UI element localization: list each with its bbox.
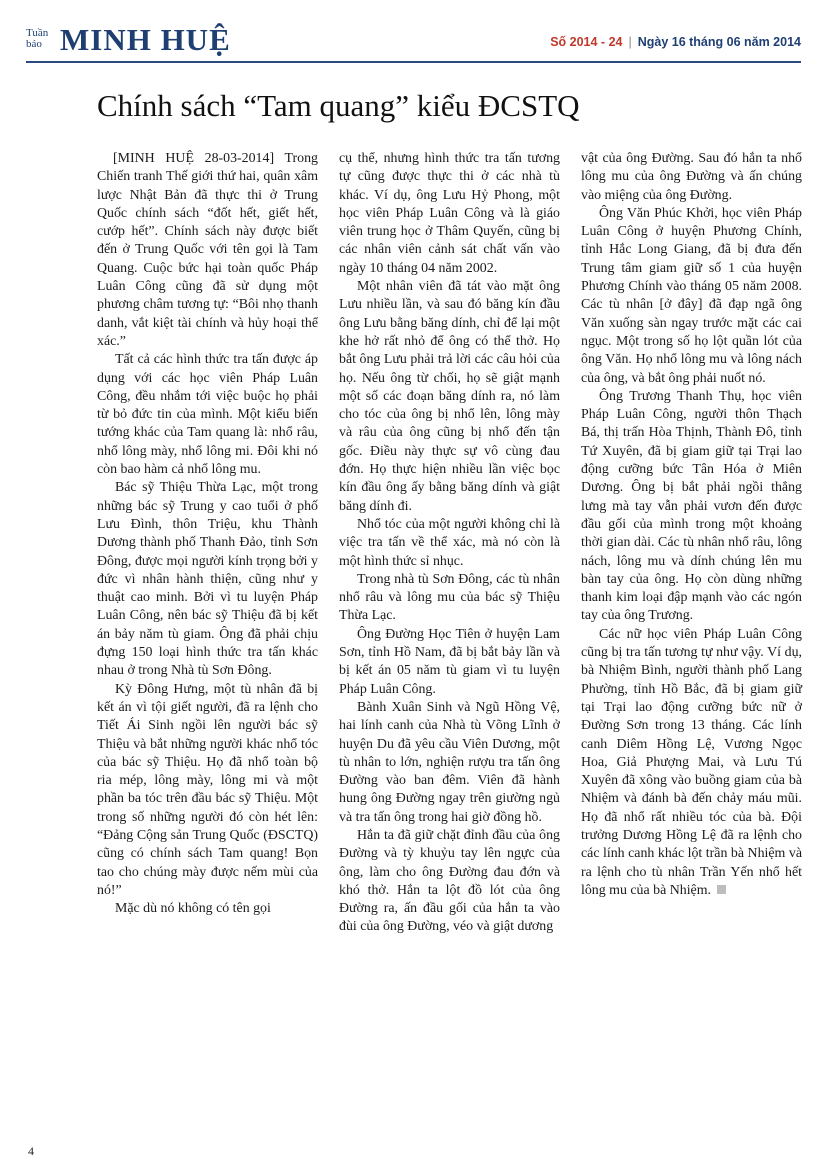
masthead — [26, 18, 801, 62]
column-2 — [339, 150, 560, 937]
issue-info — [550, 35, 801, 49]
paragraph: Bành Xuân Sinh và Ngũ Hồng Vệ, hai lính canh của Nhà tù Võng Lĩnh ở huyện Du đã yêu cầu Viên Dương, một tù nhân to lớn, nghiện rượu tra tấn ông Đường vào ban đêm. Viên đã hành hung ông Đường ngay trên giường ngủ và tra tấn ông trong hai giờ đồng hồ. — [339, 699, 560, 825]
paragraph: Trong nhà tù Sơn Đông, các tù nhân nhổ râu và lông mu của bác sỹ Thiệu Thừa Lạc. — [339, 571, 560, 624]
end-mark-icon — [717, 885, 726, 894]
paragraph: Mặc dù nó không có tên gọi — [115, 901, 271, 917]
paragraph: Tất cả các hình thức tra tấn được áp dụng với các học viên Pháp Luân Công, đều nhắm tới việc buộc họ phải từ bỏ đức tin của mình. Một kiểu biến tướng khác của Tam quang là: nhổ râu, nhổ lông mày, nhổ lông mi. Đôi khi nó còn bao hàm cả nhổ lông mu. — [97, 352, 318, 478]
paragraph: Hắn ta đã giữ chặt đỉnh đầu của ông Đường và tỳ khuỷu tay lên ngực của ông, làm cho ông Đường đau đớn và khó thở. Hắn ta lột đồ lót của ông Đường ra, ấn đầu gối của hắn ta vào đùi của ông Đường, véo và giật dương — [339, 827, 560, 935]
issue-number: Số 2014 - 24 — [550, 35, 623, 49]
column-1 — [97, 150, 318, 918]
brand-sub-top: Tuần — [26, 27, 49, 39]
paragraph: [MINH HUỆ 28-03-2014] Trong Chiến tranh Thế giới thứ hai, quân xâm lược Nhật Bản đã thực thi ở Trung Quốc chính sách “đốt hết, giết hết, cướp hết”. Chính sách này được biết đến ở Trung Quốc với tên gọi là Tam Quang. Cuộc bức hại toàn quốc Pháp Luân Công cũng đã sử dụng một phương châm tương tự: “Bôi nhọ thanh danh, vắt kiệt tài chính và hủy hoại thể xác.” — [97, 151, 318, 349]
paragraph-text: Các nữ học viên Pháp Luân Công cũng bị tra tấn tương tự như vậy. Ví dụ, bà Nhiệm Bình, người thành phố Lang Phường, tỉnh Hồ Bắc, đã bị giam giữ tại Trại lao động cưỡng bức nữ ở Đường Sơn trong 13 tháng. Các lính canh Diêm Hồng Lệ, Vương Ngọc Hoa, Giả Phượng Mai, và Lưu Tú Xuyên đã xông vào buồng giam của bà Nhiệm và đánh bà đến chảy máu mũi. Họ đã nhổ rất nhiều tóc của bà. Đội trưởng Dương Hồng Lệ đã ra lệnh cho các lính canh khác lột trần bà Nhiệm và ra lệnh cho tù nhân Trần Yến nhổ hết lông mu của bà Nhiệm. — [581, 626, 802, 898]
page-number: 4 — [28, 1144, 34, 1158]
brand-subtitle — [26, 28, 48, 50]
header-rule — [26, 61, 801, 63]
article-title: Chính sách “Tam quang” kiểu ĐCSTQ — [97, 88, 580, 123]
paragraph: Bác sỹ Thiệu Thừa Lạc, một trong những bác sỹ Trung y cao tuổi ở phố Lưu Đình, thôn Triệu, khu Thành Dương thành phố Thanh Đảo, tỉnh Sơn Đông, được mọi người kính trọng bởi y đức vì nhân hành thiện, cũng như y thuật cao minh. Bởi vì tu luyện Pháp Luân Công, nên bác sỹ Thiệu đã bị kết án bảy năm tù giam. Ông đã phải chịu đựng 150 loại hình thức tra tấn khác nhau ở trong Nhà tù Sơn Đông. — [97, 480, 318, 679]
brand-sub-bottom: báo — [26, 38, 42, 50]
paragraph: Ông Văn Phúc Khởi, học viên Pháp Luân Công ở huyện Phương Chính, tỉnh Hắc Long Giang, đã bị đưa đến Trung tâm giam giữ số 1 của huyện Phương Chính vào tháng 05 năm 2008. Các tù nhân [ở đây] đã đạp ngã ông Văn xuống sàn ngay trước mặt các cai ngục. Một trong số họ lột quần lót của ông Văn. Họ nhổ lông mu và lông nách của ông, và bắt ông phải nuốt nó. — [581, 205, 802, 386]
issue-date: Ngày 16 tháng 06 năm 2014 — [637, 35, 801, 49]
brand-name: MINH HUỆ — [60, 22, 231, 57]
issue-separator: | — [628, 35, 632, 49]
paragraph — [581, 626, 802, 900]
paragraph: Nhổ tóc của một người không chỉ là việc tra tấn về thể xác, mà nó còn là một hình thức sỉ nhục. — [339, 516, 560, 569]
paragraph: Ông Đường Học Tiên ở huyện Lam Sơn, tỉnh Hồ Nam, đã bị bắt bảy lần và bị kết án 05 năm tù giam vì tu luyện Pháp Luân Công. — [339, 626, 560, 697]
paragraph: Một nhân viên đã tát vào mặt ông Lưu nhiều lần, và sau đó băng kín đầu ông Lưu bằng băng dính, chỉ để lại một khe hở rất nhỏ để ông có thể thở. Họ bắt ông Lưu phải trả lời các câu hỏi của họ. Nếu ông từ chối, họ sẽ giật mạnh một số các đoạn băng dính ra, nó làm cho tóc của ông bị nhổ lên, lông mày và râu của ông cũng bị nhổ đến tận gốc. Điều này thực sự vô cùng đau đớn. Họ thực hiện nhiều lần việc bọc kín đầu ông ấy bằng băng dính và giật băng dính đi. — [339, 279, 560, 514]
column-3 — [581, 150, 802, 900]
article-body — [97, 150, 802, 1140]
paragraph: vật của ông Đường. Sau đó hắn ta nhổ lông mu của ông Đường và ấn chúng vào miệng của ông Đường. — [581, 151, 802, 203]
paragraph: Ông Trương Thanh Thụ, học viên Pháp Luân Công, người thôn Thạch Bá, thị trấn Hòa Thịnh, Thành Đô, tỉnh Tứ Xuyên, đã bị giam giữ tại Trại lao động cưỡng bức Tân Hóa ở Miên Dương. Ông bị bắt phải ngồi thẳng lưng mà tay vẫn phải vươn đến được đầu gối của mình trong một khoảng thời gian dài. Các tù nhân nhổ râu, lông nách, lông mu và dính chúng lên mu bàn tay của ông. Họ còn dùng những thanh kim loại đập mạnh vào các ngón tay của ông Trương. — [581, 388, 802, 624]
paragraph: cụ thể, nhưng hình thức tra tấn tương tự cũng được thực thi ở các nhà tù khác. Ví dụ, ông Lưu Hỷ Phong, một học viên Pháp Luân Công và là giáo viên trung học ở Thâm Quyến, cũng bị các nhân viên cảnh sát chất vấn vào ngày 10 tháng 04 năm 2002. — [339, 151, 560, 276]
paragraph: Kỳ Đông Hưng, một tù nhân đã bị kết án vì tội giết người, đã ra lệnh cho Tiết Ái Sinh ngồi lên người bác sỹ Thiệu và bắt những người khác nhổ tóc của bác sỹ Thiệu. Họ đã nhổ toàn bộ ria mép, lông mày, lông mi và một phần ba tóc trên đầu bác sỹ Thiệu. Một trong số những người đó còn hét lên: “Đảng Cộng sản Trung Quốc (ĐSCTQ) cũng có chính sách Tam quang! Bọn tao cho chúng mày được nếm mùi của nó!” — [97, 681, 318, 898]
